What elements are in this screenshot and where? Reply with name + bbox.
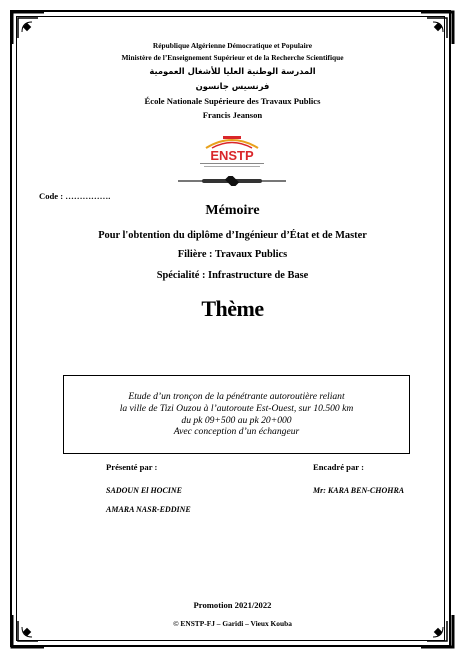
specialite-line: Spécialité : Infrastructure de Base	[156, 270, 309, 281]
logo-text: ENSTP	[210, 148, 254, 163]
supervisor-label: Encadré par :	[313, 462, 364, 472]
ministry-line: Ministère de l’Enseignement Supérieur et de la Recherche Scientifique	[121, 53, 344, 62]
supervisor-name: Mr: KARA BEN-CHOHRA	[313, 486, 405, 495]
corner-ornament-bottom-right	[417, 611, 457, 651]
code-field	[39, 191, 110, 201]
theme-line: du pk 09+500 au pk 20+000	[181, 414, 292, 426]
copyright-line: © ENSTP-FJ – Garidi – Vieux Kouba	[173, 619, 292, 628]
presented-label: Présenté par :	[106, 462, 158, 472]
ornamental-divider	[178, 176, 286, 186]
theme-box	[63, 375, 410, 454]
degree-purpose: Pour l'obtention du diplôme d’Ingénieur d’État et de Master	[98, 230, 367, 241]
theme-heading: Thème	[201, 296, 264, 321]
memoire-heading: Mémoire	[205, 203, 260, 218]
author-name: SADOUN El HOCINE	[106, 486, 183, 495]
promotion-line: Promotion 2021/2022	[193, 600, 272, 610]
corner-ornament-bottom-left	[8, 611, 48, 651]
filiere-line: Filière : Travaux Publics	[177, 249, 288, 260]
theme-line: la ville de Tizi Ouzou à l’autoroute Est-Ouest, sur 10.500 km	[119, 402, 354, 414]
republic-line: République Algérienne Démocratique et Populaire	[152, 41, 313, 50]
theme-line: Etude d’un tronçon de la pénétrante autoroutière reliant	[128, 391, 345, 403]
school-line: École Nationale Supérieure des Travaux Publics	[144, 96, 321, 106]
author-name: AMARA NASR-EDDINE	[106, 505, 191, 514]
arabic-name-line: فرنسيس جانسون	[195, 81, 270, 91]
enstp-logo	[186, 128, 278, 172]
code-value: …………….	[65, 191, 111, 201]
school-name-line: Francis Jeanson	[202, 110, 263, 120]
arabic-school-line: المدرسة الوطنية العليا للأشغال العمومية	[149, 66, 316, 76]
theme-line: Avec conception d’un échangeur	[173, 426, 300, 438]
code-label: Code :	[39, 191, 64, 201]
